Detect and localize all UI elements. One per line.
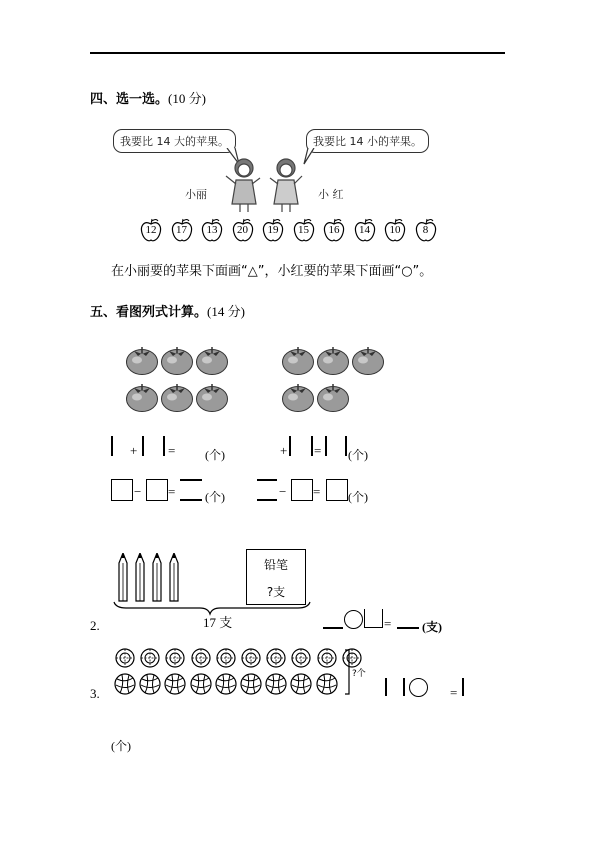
ball-icon: [291, 648, 311, 668]
speech-bubble-left-text: 我要比 14 大的苹果。: [120, 135, 229, 148]
answer-box[interactable]: [146, 479, 168, 501]
volleyball-icon: [265, 673, 287, 695]
pencil-box-line2: ?支: [266, 585, 286, 599]
answer-line-top: [257, 479, 277, 481]
question-2-number: 2.: [90, 618, 100, 633]
ball-icon: [115, 648, 135, 668]
answer-box[interactable]: [291, 479, 313, 501]
section4-points: (10 分): [168, 91, 206, 106]
unit-label: (支): [422, 620, 442, 634]
volleyball-icon: [190, 673, 212, 695]
apple-item: [384, 218, 406, 240]
plus-sign: +: [130, 443, 138, 458]
tomato-icon: [125, 343, 159, 377]
unit-label: (个): [348, 490, 368, 504]
pencil-icon: [134, 553, 146, 603]
ball-icon: [317, 648, 337, 668]
apple-number: 19: [267, 224, 279, 236]
answer-blank[interactable]: [289, 436, 291, 456]
tomato-icon: [125, 380, 159, 414]
apple-number: 20: [237, 224, 248, 236]
apple-number: 17: [176, 224, 187, 236]
unit-label: (个): [205, 448, 225, 462]
tomato-icon: [195, 380, 229, 414]
apple-number: 8: [422, 224, 429, 236]
section4-instruction: 在小丽要的苹果下面画“△”，小红要的苹果下面画“○”。: [111, 264, 433, 279]
unit-label: (个): [205, 490, 225, 504]
tomato-icon: [316, 343, 350, 377]
tomato-icon: [160, 343, 194, 377]
answer-line[interactable]: [323, 627, 343, 629]
answer-blank[interactable]: [111, 436, 113, 456]
name-left: 小丽: [185, 188, 207, 201]
apple-number: 13: [206, 224, 218, 236]
tomato-icon: [316, 380, 350, 414]
girl-right-figure: [270, 159, 302, 212]
volleyball-icon: [290, 673, 312, 695]
answer-box[interactable]: [111, 479, 133, 501]
answer-box[interactable]: [326, 479, 348, 501]
tomato-icon: [160, 380, 194, 414]
apple-number: 10: [389, 224, 401, 236]
tomato-icon: [281, 380, 315, 414]
top-rule: [90, 52, 505, 54]
answer-blank[interactable]: [345, 436, 347, 456]
volleyball-icon: [240, 673, 262, 695]
volleyball-icon: [215, 673, 237, 695]
apple-item: [140, 218, 162, 240]
tomato-icon: [351, 343, 385, 377]
ball-icon: [165, 648, 185, 668]
answer-blank[interactable]: [403, 678, 405, 696]
minus-sign: −: [134, 484, 142, 499]
equals-sign: =: [384, 616, 392, 631]
apple-item: [201, 218, 223, 240]
answer-line[interactable]: [397, 627, 419, 629]
volleyball-icon: [316, 673, 338, 695]
section5-heading: [90, 301, 245, 320]
section4-heading: [90, 88, 206, 107]
apple-item: [323, 218, 345, 240]
question-3-number: 3.: [90, 686, 100, 701]
equals-sign: =: [313, 484, 321, 499]
brace-label: ?个: [352, 669, 366, 679]
answer-line[interactable]: [180, 499, 202, 501]
answer-box[interactable]: [364, 609, 383, 628]
answer-blank[interactable]: [163, 436, 165, 456]
apple-item: [232, 218, 254, 240]
equals-sign: =: [168, 484, 176, 499]
apple-item: [262, 218, 284, 240]
answer-circle[interactable]: [409, 678, 428, 697]
ball-icon: [140, 648, 160, 668]
section5-title: 五、看图列式计算。: [90, 305, 208, 320]
minus-sign: −: [279, 484, 287, 499]
pencil-icon: [168, 553, 180, 603]
section5-points: (14 分): [207, 304, 245, 319]
volleyball-icon: [164, 673, 186, 695]
speech-bubble-right: [306, 129, 429, 153]
ball-icon: [191, 648, 211, 668]
pencil-box-line1: 铅笔: [263, 558, 288, 572]
ball-icon: [241, 648, 261, 668]
equals-sign: =: [450, 685, 458, 700]
apple-number: 16: [328, 224, 340, 236]
pencil-icon: [117, 553, 129, 603]
speech-bubble-right-text: 我要比 14 小的苹果。: [313, 135, 422, 148]
answer-blank[interactable]: [385, 678, 387, 696]
unit-label: (个): [111, 739, 131, 753]
ball-icon: [216, 648, 236, 668]
answer-line[interactable]: [257, 499, 277, 501]
equals-sign: =: [314, 443, 322, 458]
plus-sign: +: [280, 443, 288, 458]
pencil-box-label: [246, 549, 306, 605]
answer-blank[interactable]: [462, 678, 464, 696]
answer-circle[interactable]: [344, 610, 363, 629]
tomato-icon: [195, 343, 229, 377]
unit-label: (个): [348, 448, 368, 462]
apple-number: 15: [298, 224, 309, 236]
apple-item: [293, 218, 315, 240]
speech-bubble-left: [113, 129, 236, 153]
girl-left-figure: [226, 159, 260, 212]
total-label: 17 支: [203, 615, 233, 630]
answer-blank[interactable]: [311, 436, 313, 456]
volleyball-icon: [139, 673, 161, 695]
girls-illustration: [222, 154, 312, 214]
apple-number: 14: [359, 224, 370, 236]
apple-item: [415, 218, 437, 240]
name-right: 小 红: [318, 188, 344, 201]
pencil-icon: [151, 553, 163, 603]
section4-title: 四、选一选。: [90, 92, 169, 107]
apple-number: 12: [145, 224, 157, 236]
answer-line-top: [180, 479, 202, 481]
ball-icon: [266, 648, 286, 668]
apple-item: [171, 218, 193, 240]
answer-blank[interactable]: [325, 436, 327, 456]
answer-blank[interactable]: [142, 436, 144, 456]
tomato-icon: [281, 343, 315, 377]
apple-item: [354, 218, 376, 240]
volleyball-icon: [114, 673, 136, 695]
equals-sign: =: [168, 443, 176, 458]
